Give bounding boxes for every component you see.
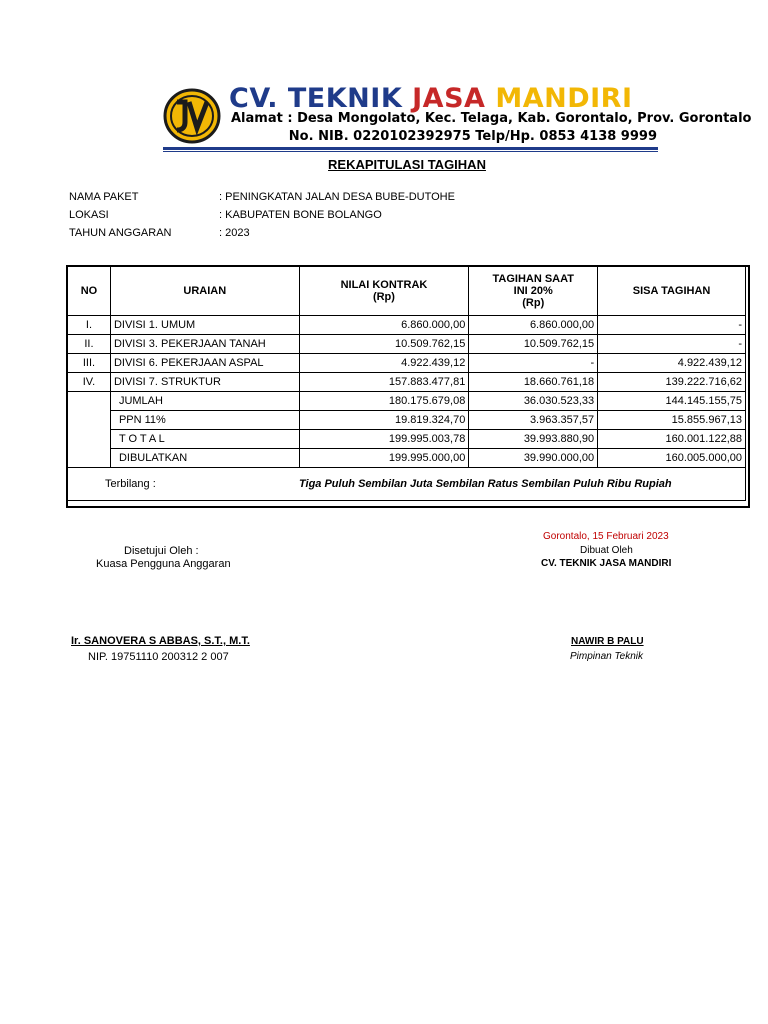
letterhead-divider xyxy=(163,147,658,150)
maker-name: NAWIR B PALU xyxy=(571,636,644,647)
summary-tagihan: 3.963.357,57 xyxy=(469,411,598,430)
company-name-part3: MANDIRI xyxy=(495,83,633,114)
letterhead-divider-thin xyxy=(163,151,658,152)
package-value: : PENINGKATAN JALAN DESA BUBE-DUTOHE xyxy=(219,191,455,203)
summary-row-total xyxy=(68,430,746,449)
year-label: TAHUN ANGGARAN xyxy=(69,227,172,239)
company-name-part2: JASA xyxy=(412,83,496,114)
row-uraian: DIVISI 6. PEKERJAAN ASPAL xyxy=(110,354,299,373)
table-row xyxy=(68,316,746,335)
billing-table xyxy=(67,266,746,501)
row-tagihan: - xyxy=(469,354,598,373)
row-tagihan: 18.660.761,18 xyxy=(469,373,598,392)
row-sisa: - xyxy=(598,335,746,354)
approved-by-label: Disetujui Oleh : xyxy=(124,545,199,557)
col-no-header: NO xyxy=(68,267,111,316)
row-no: II. xyxy=(68,335,111,354)
terbilang-label: Terbilang : xyxy=(105,478,156,490)
terbilang-row xyxy=(68,468,746,501)
nilai-header-line1: NILAI KONTRAK xyxy=(340,279,428,291)
summary-spacer xyxy=(68,449,111,468)
summary-nilai: 199.995.003,78 xyxy=(299,430,469,449)
row-uraian: DIVISI 1. UMUM xyxy=(110,316,299,335)
col-nilai-header xyxy=(299,267,469,316)
row-nilai: 10.509.762,15 xyxy=(299,335,469,354)
summary-row-jumlah xyxy=(68,392,746,411)
table-row xyxy=(68,335,746,354)
row-tagihan: 6.860.000,00 xyxy=(469,316,598,335)
row-tagihan: 10.509.762,15 xyxy=(469,335,598,354)
signing-company: CV. TEKNIK JASA MANDIRI xyxy=(541,558,672,569)
company-name xyxy=(229,84,632,114)
company-logo xyxy=(163,88,221,144)
table-header xyxy=(68,267,746,316)
place-date: Gorontalo, 15 Februari 2023 xyxy=(543,531,669,542)
row-uraian: DIVISI 7. STRUKTUR xyxy=(110,373,299,392)
row-nilai: 157.883.477,81 xyxy=(299,373,469,392)
approver-role: Kuasa Pengguna Anggaran xyxy=(96,558,231,570)
summary-sisa: 144.145.155,75 xyxy=(598,392,746,411)
summary-tagihan: 36.030.523,33 xyxy=(469,392,598,411)
company-nib-contact: No. NIB. 0220102392975 Telp/Hp. 0853 4138 9999 xyxy=(288,129,657,144)
summary-sisa: 15.855.967,13 xyxy=(598,411,746,430)
summary-label: T O T A L xyxy=(110,430,299,449)
year-value: : 2023 xyxy=(219,227,250,239)
company-address: Alamat : Desa Mongolato, Kec. Telaga, Kab. Gorontalo, Prov. Gorontalo xyxy=(231,111,752,126)
company-name-part1: CV. TEKNIK xyxy=(229,83,413,114)
summary-spacer xyxy=(68,430,111,449)
tagihan-header-line3: (Rp) xyxy=(522,297,545,309)
row-nilai: 4.922.439,12 xyxy=(299,354,469,373)
terbilang-value: Tiga Puluh Sembilan Juta Sembilan Ratus Sembilan Puluh Ribu Rupiah xyxy=(299,478,672,490)
summary-label: JUMLAH xyxy=(110,392,299,411)
document-title: REKAPITULASI TAGIHAN xyxy=(328,157,486,172)
row-sisa: 139.222.716,62 xyxy=(598,373,746,392)
summary-row-dibulatkan xyxy=(68,449,746,468)
terbilang-cell xyxy=(68,468,746,501)
col-sisa-header: SISA TAGIHAN xyxy=(598,267,746,316)
table-row xyxy=(68,354,746,373)
row-nilai: 6.860.000,00 xyxy=(299,316,469,335)
approver-nip: NIP. 19751110 200312 2 007 xyxy=(88,651,229,663)
col-tagihan-header xyxy=(469,267,598,316)
summary-sisa: 160.005.000,00 xyxy=(598,449,746,468)
tagihan-header-line2: INI 20% xyxy=(513,285,553,297)
summary-spacer xyxy=(68,411,111,430)
summary-tagihan: 39.990.000,00 xyxy=(469,449,598,468)
location-value: : KABUPATEN BONE BOLANGO xyxy=(219,209,382,221)
summary-nilai: 199.995.000,00 xyxy=(299,449,469,468)
approver-name: Ir. SANOVERA S ABBAS, S.T., M.T. xyxy=(71,635,250,647)
package-label: NAMA PAKET xyxy=(69,191,139,203)
summary-row-ppn xyxy=(68,411,746,430)
summary-spacer xyxy=(68,392,111,411)
summary-tagihan: 39.993.880,90 xyxy=(469,430,598,449)
row-sisa: 4.922.439,12 xyxy=(598,354,746,373)
summary-label: DIBULATKAN xyxy=(110,449,299,468)
made-by-label: Dibuat Oleh xyxy=(580,545,633,556)
tagihan-header-line1: TAGIHAN SAAT xyxy=(492,273,574,285)
row-no: I. xyxy=(68,316,111,335)
col-uraian-header: URAIAN xyxy=(110,267,299,316)
summary-sisa: 160.001.122,88 xyxy=(598,430,746,449)
row-no: III. xyxy=(68,354,111,373)
nilai-header-line2: (Rp) xyxy=(372,291,395,303)
maker-position: Pimpinan Teknik xyxy=(570,651,644,662)
row-uraian: DIVISI 3. PEKERJAAN TANAH xyxy=(110,335,299,354)
summary-label: PPN 11% xyxy=(110,411,299,430)
row-no: IV. xyxy=(68,373,111,392)
summary-nilai: 19.819.324,70 xyxy=(299,411,469,430)
table-row xyxy=(68,373,746,392)
location-label: LOKASI xyxy=(69,209,109,221)
summary-nilai: 180.175.679,08 xyxy=(299,392,469,411)
row-sisa: - xyxy=(598,316,746,335)
